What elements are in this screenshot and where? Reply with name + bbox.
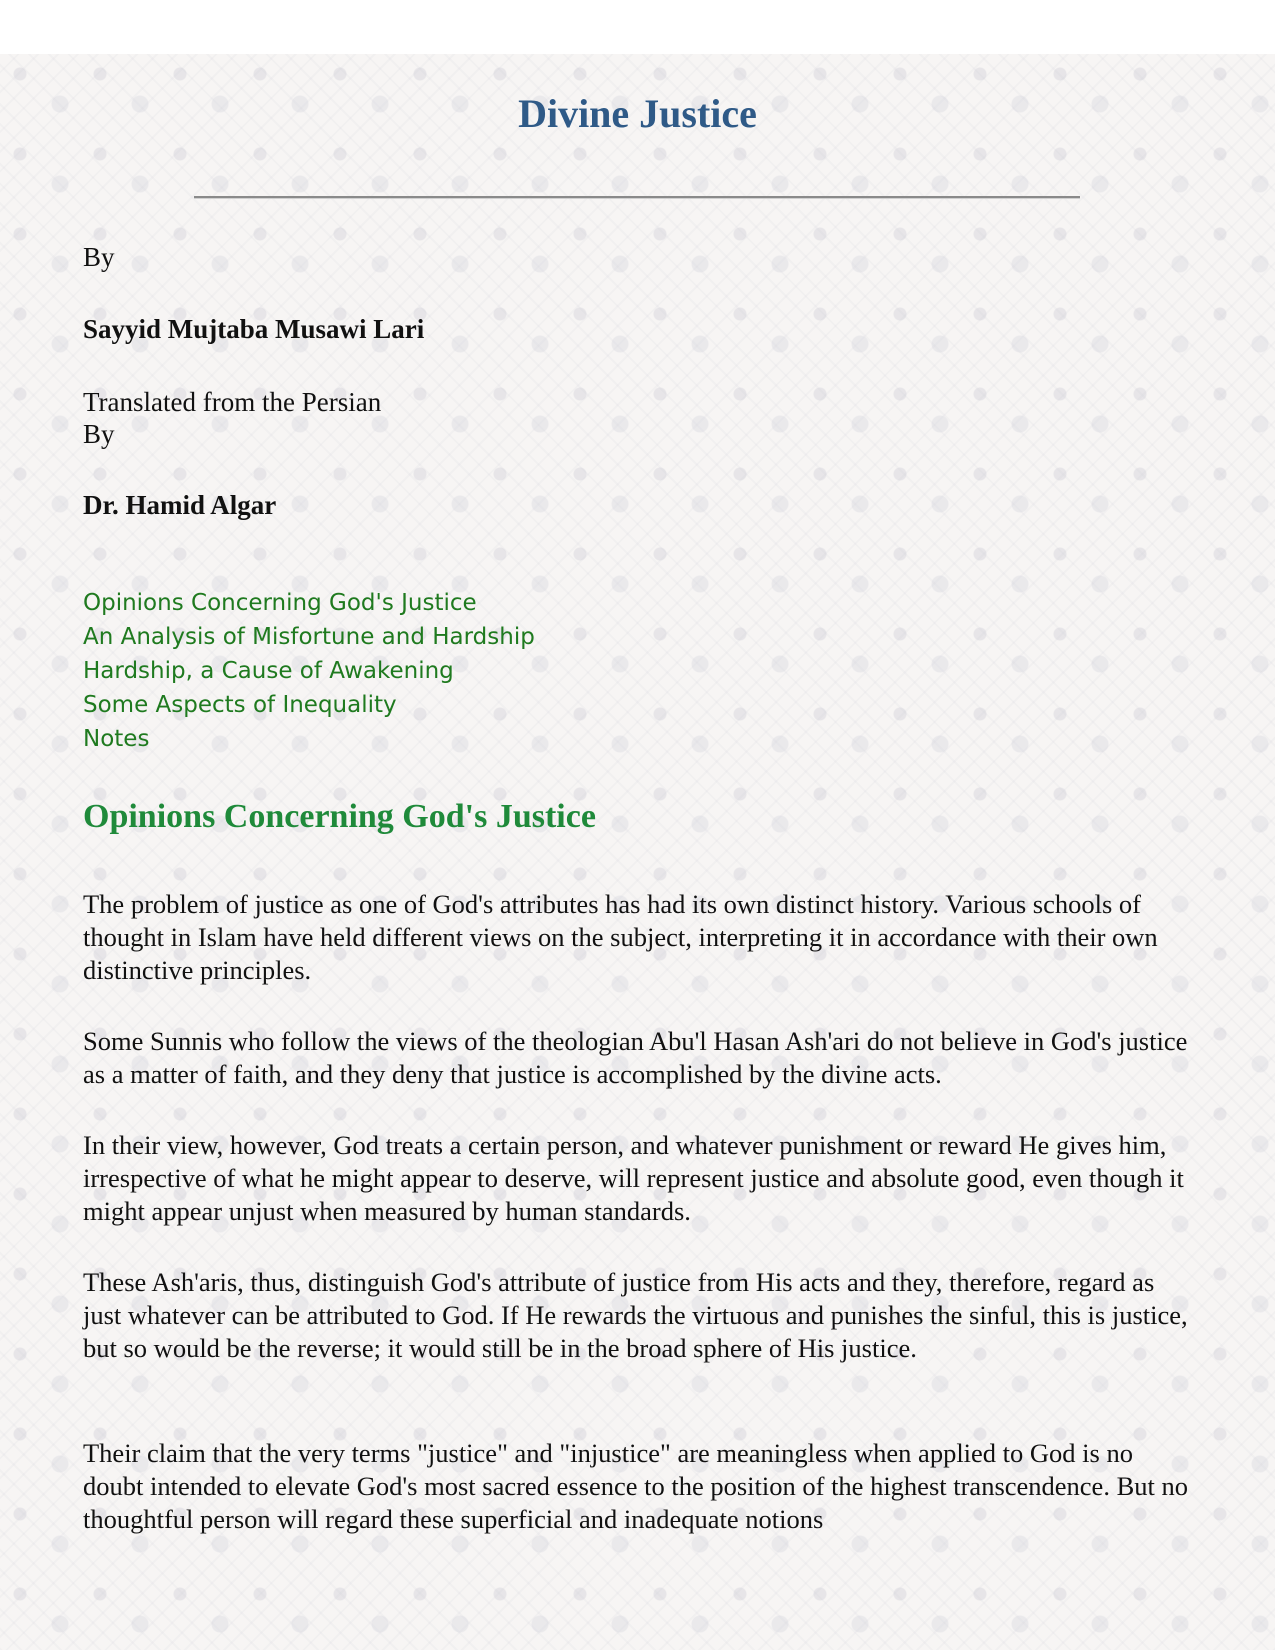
toc-item	[83, 654, 535, 688]
toc-link-awakening[interactable]: Hardship, a Cause of Awakening	[83, 658, 454, 684]
paragraph-2: Some Sunnis who follow the views of the theologian Abu'l Hasan Ash'ari do not believe in God's justice as a matter of faith, and they deny that justice is accomplished by the divine acts.	[83, 1026, 1188, 1089]
paragraph-4: These Ash'aris, thus, distinguish God's attribute of justice from His acts and they, therefore, regard as just whatever can be attributed to God. If He rewards the virtuous and punishes the sinful, this is justice, but so would be the reverse; it would still be in the broad sphere of His justice.	[83, 1267, 1188, 1363]
paragraph-5: Their claim that the very terms "justice" and "injustice" are meaningless when applied to God is no doubt intended to elevate God's most sacred essence to the position of the highest transcendence. But no thoughtful person will regard these superficial and inadequate notions	[83, 1438, 1188, 1534]
paragraph-1: The problem of justice as one of God's attributes has had its own distinct history. Various schools of thought in Islam have held different views on the subject, interpreting it in accordance with their own distinctive principles.	[83, 889, 1158, 985]
toc-item	[83, 620, 535, 654]
toc-item	[83, 722, 535, 756]
toc-link-inequality[interactable]: Some Aspects of Inequality	[83, 692, 397, 718]
by-label-translator: By	[83, 419, 115, 449]
toc-item	[83, 586, 535, 620]
toc-link-opinions[interactable]: Opinions Concerning God's Justice	[83, 590, 477, 616]
by-label: By	[83, 242, 115, 272]
document-page	[0, 54, 1275, 1650]
author-name: Sayyid Mujtaba Musawi Lari	[83, 314, 425, 344]
translated-label: Translated from the Persian	[83, 387, 382, 417]
title-divider	[194, 196, 1080, 199]
section-heading: Opinions Concerning God's Justice	[83, 798, 596, 835]
toc-item	[83, 688, 535, 722]
toc-link-notes[interactable]: Notes	[83, 726, 150, 752]
translator-name: Dr. Hamid Algar	[83, 490, 277, 520]
toc-link-misfortune[interactable]: An Analysis of Misfortune and Hardship	[83, 624, 535, 650]
paragraph-3: In their view, however, God treats a certain person, and whatever punishment or reward He gives him, irrespective of what he might appear to deserve, will represent justice and absolute good, even though it might appear unjust when measured by human standards.	[83, 1130, 1184, 1226]
table-of-contents	[83, 586, 535, 756]
document-title: Divine Justice	[518, 91, 757, 136]
